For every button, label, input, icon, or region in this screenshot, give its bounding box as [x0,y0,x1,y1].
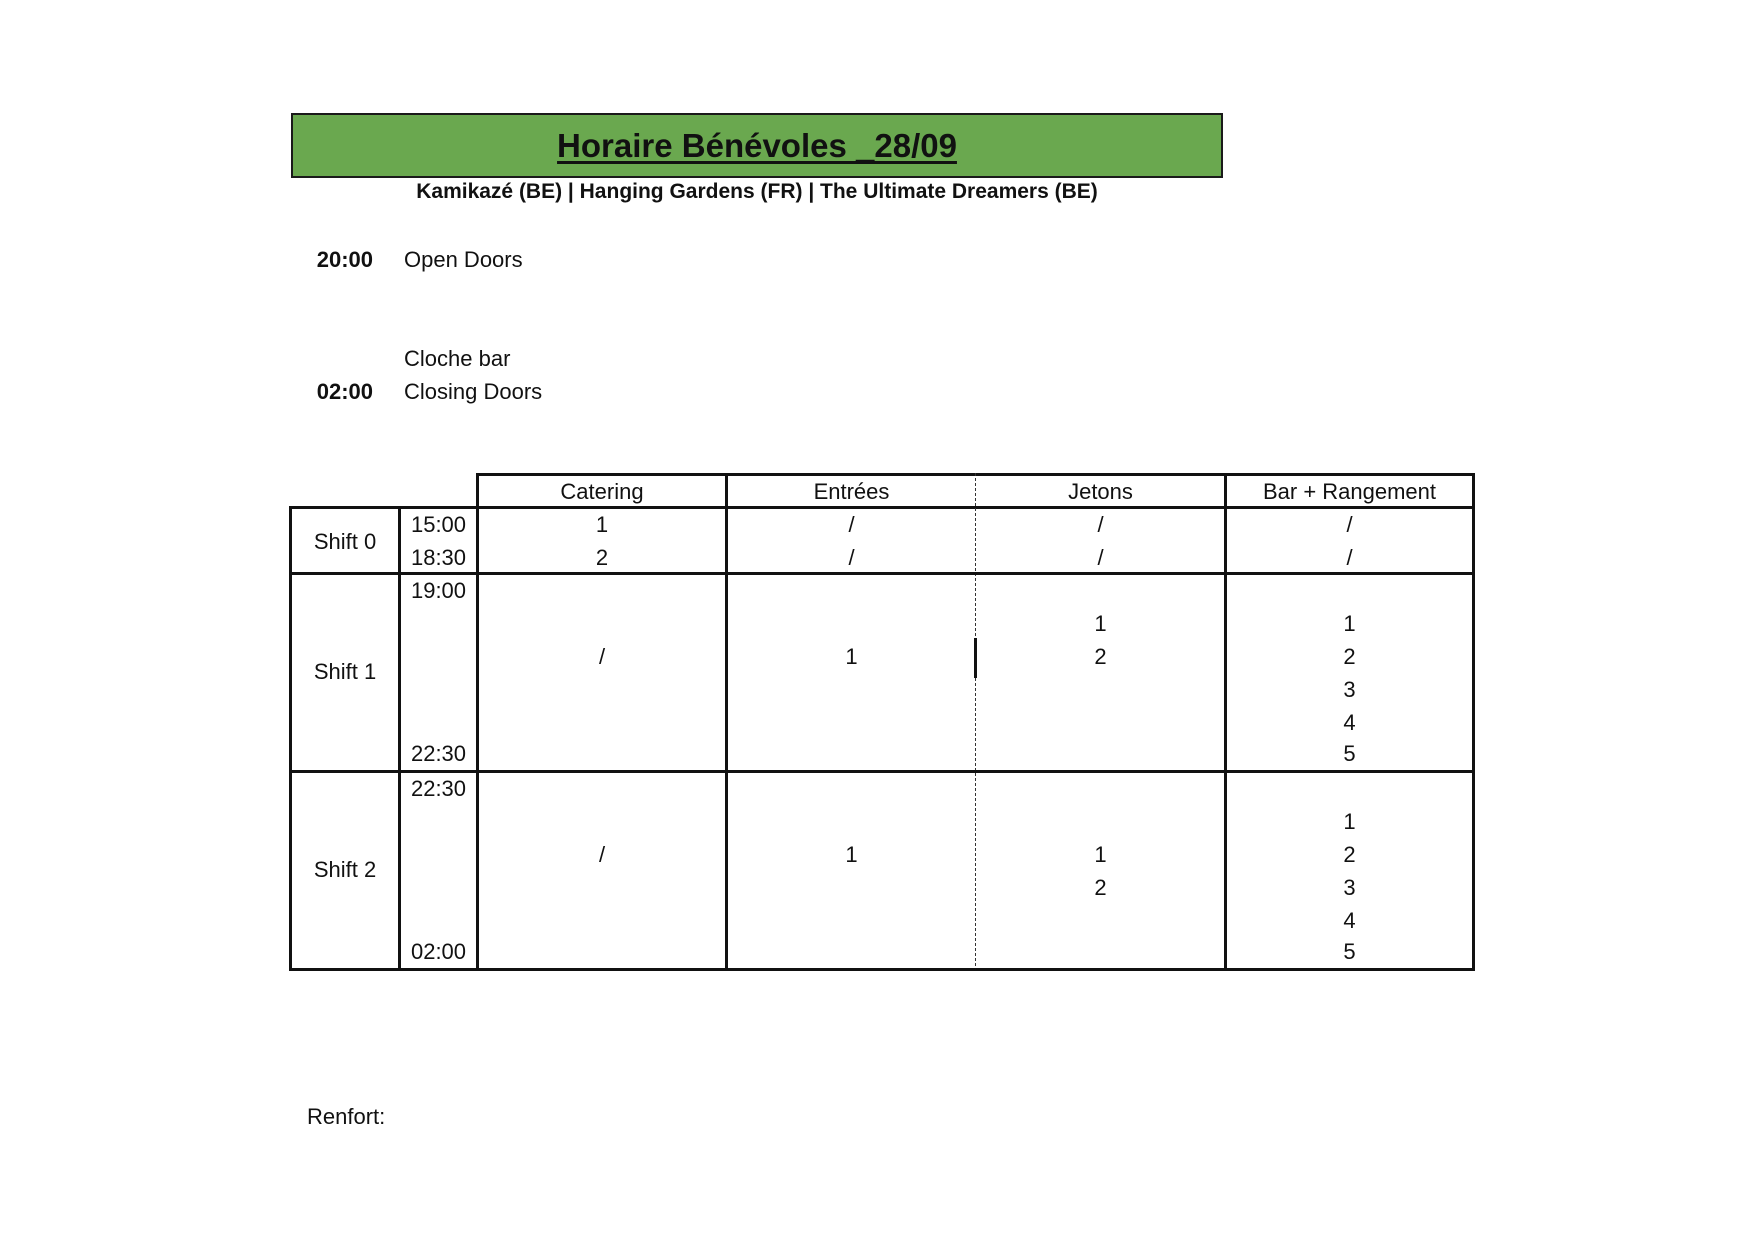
shift-2-end: 02:00 [410,939,467,964]
shift-2-bar-1: 1 [1343,809,1356,834]
shift-1-bar-3: 3 [1343,677,1356,702]
shift-1-start: 19:00 [410,578,467,603]
shift-0-jetons-2: / [1097,545,1104,570]
shift-1-bar-4: 4 [1343,710,1356,735]
close-label: Closing Doors [404,379,543,404]
renfort-label: Renfort: [307,1104,386,1129]
shift-0-entrees-2: / [848,545,855,570]
shift-2-bar-2: 2 [1343,842,1356,867]
open-label: Open Doors [404,247,523,272]
shift-2-bar-5: 5 [1343,939,1356,964]
col-header-bar: Bar + Rangement [1262,479,1437,504]
shift-2-entrees: 1 [845,842,858,867]
shift-1-bar-5: 5 [1343,741,1356,766]
shift-1-bar-1: 1 [1343,611,1356,636]
shift-2-name: Shift 2 [313,857,377,882]
shift-0-start: 15:00 [410,512,467,537]
shift-1-jetons-1: 1 [1094,611,1107,636]
shift-0-catering-1: 1 [595,512,609,537]
close-time: 02:00 [316,379,373,404]
shift-1-name: Shift 1 [313,659,377,684]
open-time: 20:00 [316,247,373,272]
shift-0-entrees-1: / [848,512,855,537]
shift-2-bar-4: 4 [1343,908,1356,933]
title-banner [291,113,1223,178]
shift-1-catering: / [598,644,606,669]
shift-1-jetons-2: 2 [1094,644,1107,669]
shift-0-bar-2: / [1346,545,1353,570]
col-header-catering: Catering [560,479,644,504]
shift-0-catering-2: 2 [595,545,609,570]
col-header-jetons: Jetons [1068,479,1133,504]
shift-2-bar-3: 3 [1343,875,1356,900]
shift-1-bar-2: 2 [1343,644,1356,669]
shift-0-bar-1: / [1346,512,1353,537]
shift-0-end: 18:30 [410,545,467,570]
shift-2-jetons-1: 1 [1094,842,1107,867]
shift-1-end: 22:30 [410,741,467,766]
band-lineup: Kamikazé (BE) | Hanging Gardens (FR) | The Ultimate Dreamers (BE) [416,180,1098,203]
shift-0-name: Shift 0 [313,529,377,554]
col-header-entrees: Entrées [813,479,890,504]
page-title: Horaire Bénévoles _28/09 [557,126,957,164]
shift-1-entrees: 1 [845,644,858,669]
shift-2-catering: / [598,842,606,867]
shift-0-jetons-1: / [1097,512,1104,537]
shift-2-start: 22:30 [410,776,467,801]
bar-close-label: Cloche bar [404,346,511,371]
shift-2-jetons-2: 2 [1094,875,1107,900]
